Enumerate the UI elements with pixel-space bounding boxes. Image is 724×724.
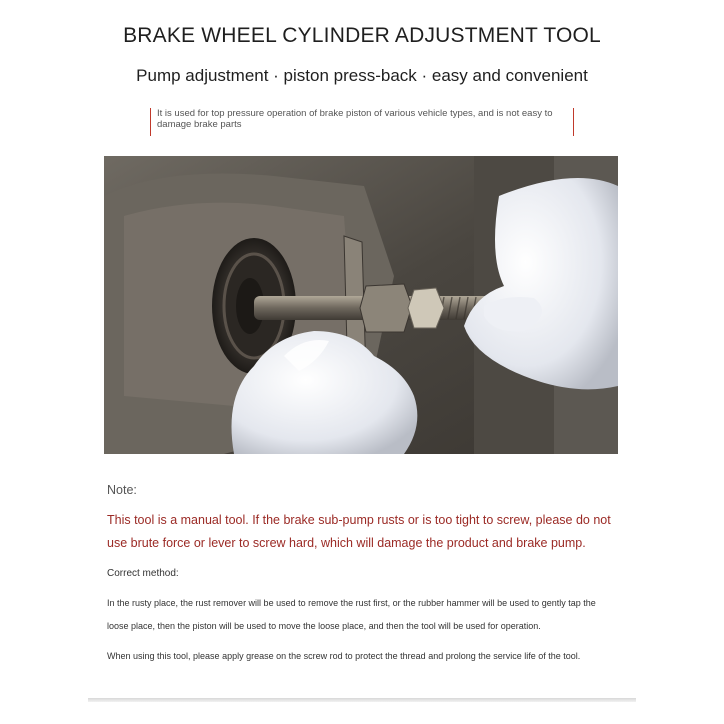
bottom-divider [88,698,636,702]
page-subtitle: Pump adjustment · piston press-back · easy and convenient [136,66,588,85]
page-title: BRAKE WHEEL CYLINDER ADJUSTMENT TOOL [123,24,601,47]
method-line-3: When using this tool, please apply grease on the screw rod to protect the thread and prolong the service life of the tool. [107,651,581,661]
brake-tool-illustration [104,156,618,454]
product-description: It is used for top pressure operation of brake piston of various vehicle types, and is not easy to damage brake parts [150,108,574,136]
method-line-1: In the rusty place, the rust remover will be used to remove the rust first, or the rubber hammer will be used to gently tap the [107,598,596,608]
product-photo [104,156,618,454]
method-line-2: loose place, then the piston will be used to move the loose place, and then the tool will be used for operation. [107,621,541,631]
note-label: Note: [107,483,137,497]
warning-text: This tool is a manual tool. If the brake sub-pump rusts or is too tight to screw, please do not use brute force or lever to screw hard, which will damage the product and brake pump. [107,513,611,550]
correct-method-title: Correct method: [107,568,179,579]
